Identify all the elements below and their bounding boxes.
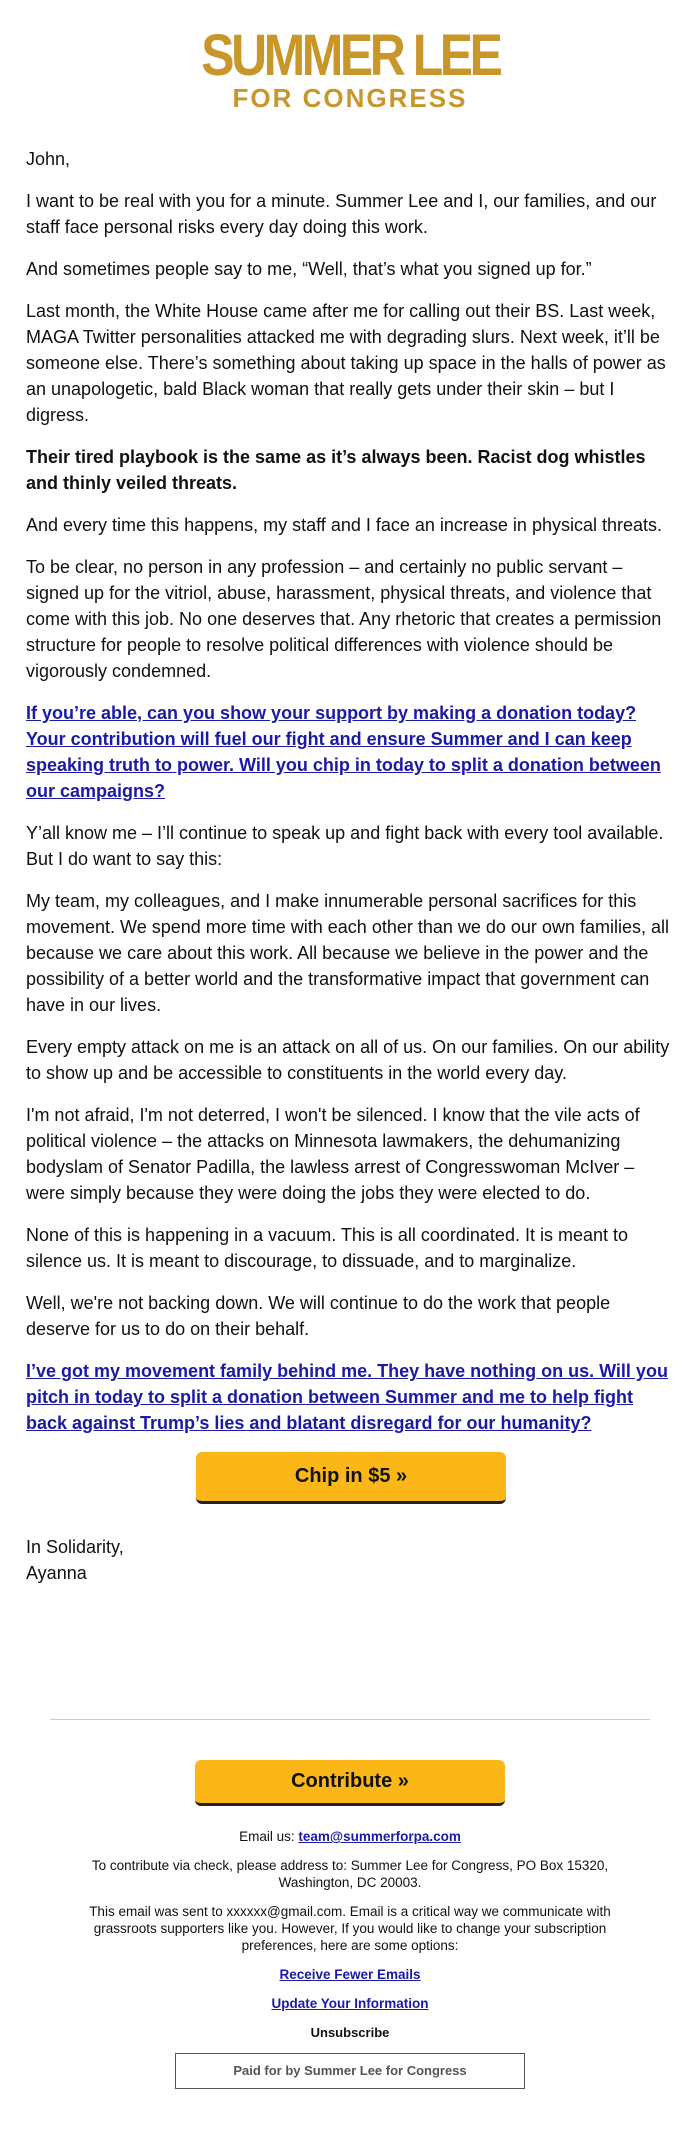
paragraph-11: None of this is happening in a vacuum. This is all coordinated. It is meant to silence us. It is meant to discourage, to dissuade, and to marginalize. <box>26 1225 628 1271</box>
greeting: John, <box>26 149 71 169</box>
update-information-link[interactable]: Update Your Information <box>271 1996 429 2011</box>
sign-off <box>26 1534 676 1586</box>
paragraph-7: Y’all know me – I’ll continue to speak up and fight back with every tool available. But I do want to say this: <box>26 823 664 869</box>
contribute-button[interactable]: Contribute » <box>195 1760 505 1806</box>
email-us-label: Email us: <box>239 1829 299 1844</box>
footer-divider <box>50 1719 650 1720</box>
paragraph-8: My team, my colleagues, and I make innumerable personal sacrifices for this movement. We spend more time with each other than we do our own families, all because we care about this work. All because we believe in the power and the possibility of a better world and the transformative impact that government can have in our lives. <box>26 891 669 1015</box>
paragraph-12: Well, we're not backing down. We will continue to do the work that people deserve for us to do on their behalf. <box>26 1293 611 1339</box>
logo-name: SUMMER LEE <box>200 23 500 88</box>
paragraph-6: To be clear, no person in any profession – and certainly no public servant – signed up for the vitriol, abuse, harassment, physical threats, and violence that come with this job. No one deserves that. Any rhetoric that creates a permission structure for people to resolve political differences with violence should be vigorously condemned. <box>26 557 662 681</box>
paid-for-disclaimer: Paid for by Summer Lee for Congress <box>175 2053 525 2089</box>
email-us-link[interactable]: team@summerforpa.com <box>298 1829 461 1844</box>
paragraph-2: And sometimes people say to me, “Well, that’s what you signed up for.” <box>26 259 592 279</box>
logo-subtitle: FOR CONGRESS <box>232 83 468 113</box>
receive-fewer-emails-link[interactable]: Receive Fewer Emails <box>279 1967 421 1982</box>
donation-link-1[interactable]: If you’re able, can you show your support by making a donation today? Your contribution will fuel our fight and ensure Summer and I can keep speaking truth to power. Will you chip in today to split a donation between our campaigns? <box>26 703 661 801</box>
paragraph-4-bold: Their tired playbook is the same as it’s always been. Racist dog whistles and thinly veiled threats. <box>26 447 646 493</box>
paragraph-5: And every time this happens, my staff and I face an increase in physical threats. <box>26 515 663 535</box>
logo <box>0 23 700 113</box>
footer <box>60 1828 640 2089</box>
email-body <box>26 146 676 1586</box>
paragraph-1: I want to be real with you for a minute. Summer Lee and I, our families, and our staff face personal risks every day doing this work. <box>26 191 657 237</box>
donation-link-2[interactable]: I’ve got my movement family behind me. They have nothing on us. Will you pitch in today to split a donation between Summer and me to help fight back against Trump’s lies and blatant disregard for our humanity? <box>26 1361 668 1433</box>
paragraph-3: Last month, the White House came after me for calling out their BS. Last week, MAGA Twitter personalities attacked me with degrading slurs. Next week, it’ll be someone else. There’s something about taking up space in the halls of power as an unapologetic, bald Black woman that really gets under their skin – but I digress. <box>26 301 666 425</box>
unsubscribe-link[interactable]: Unsubscribe <box>310 2025 390 2040</box>
check-address: To contribute via check, please address to: Summer Lee for Congress, PO Box 15320, Washington, DC 20003. <box>91 1858 609 1890</box>
email-us-line <box>60 1828 640 1845</box>
sent-notice: This email was sent to xxxxxx@gmail.com. Email is a critical way we communicate with grassroots supporters like you. However, If you would like to change your subscription preferences, here are some options: <box>89 1904 611 1953</box>
paragraph-10: I'm not afraid, I'm not deterred, I won't be silenced. I know that the vile acts of political violence – the attacks on Minnesota lawmakers, the dehumanizing bodyslam of Senator Padilla, the lawless arrest of Congresswoman McIver – were simply because they were doing the jobs they were elected to do. <box>26 1105 640 1203</box>
signoff-text: In Solidarity, <box>26 1537 124 1557</box>
chip-in-button[interactable]: Chip in $5 » <box>196 1452 506 1504</box>
signature-name: Ayanna <box>26 1563 87 1583</box>
paragraph-9: Every empty attack on me is an attack on all of us. On our families. On our ability to show up and be accessible to constituents in the world every day. <box>26 1037 670 1083</box>
